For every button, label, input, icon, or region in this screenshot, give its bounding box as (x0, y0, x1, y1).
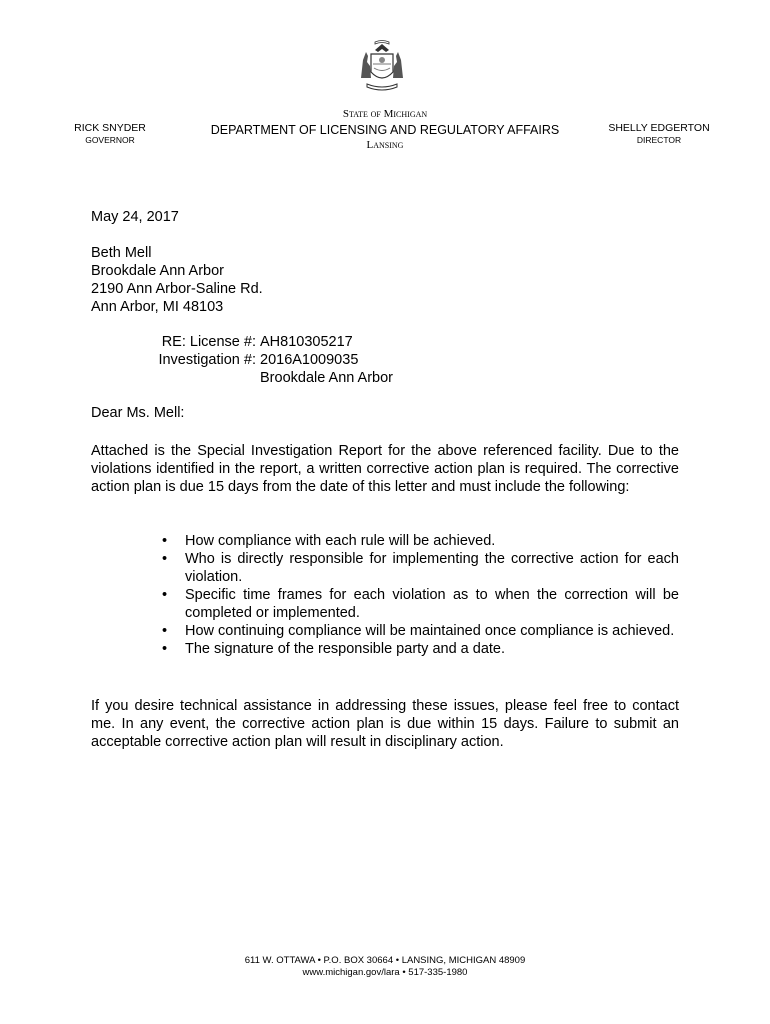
requirements-list (160, 532, 679, 658)
footer-contact: www.michigan.gov/lara • 517-335-1980 (302, 967, 468, 978)
list-item: • How compliance with each rule will be achieved. (162, 533, 496, 549)
director-title: DIRECTOR (636, 135, 682, 145)
investigation-number: 2016A1009035 (260, 352, 359, 368)
recipient-city: Ann Arbor, MI 48103 (91, 299, 224, 315)
recipient-name: Beth Mell (91, 245, 152, 261)
state-seal-icon (357, 38, 407, 96)
letterhead (180, 107, 590, 152)
list-item: • How continuing compliance will be maintained once compliance is achieved. (162, 623, 675, 639)
bullet-icon: • (162, 587, 168, 603)
governor-title: GOVERNOR (85, 135, 135, 145)
reference-facility: Brookdale Ann Arbor (260, 370, 394, 386)
footer-street: 611 W. OTTAWA • P.O. BOX 30664 • LANSING, MICHIGAN 48909 (244, 955, 526, 966)
recipient-address (91, 244, 263, 316)
letter-date: May 24, 2017 (91, 209, 179, 225)
investigation-label: Investigation #: (158, 352, 256, 368)
bullet-icon: • (162, 551, 168, 567)
governor-name: RICK SNYDER (74, 122, 146, 134)
list-item: • The signature of the responsible party and a date. (162, 641, 506, 657)
intro-paragraph: Attached is the Special Investigation Report for the above referenced facility. Due to the violations identified in the report, a written corrective action plan is required. The corrective action plan is due 15 days from the date of this letter and must include the following: (91, 443, 679, 495)
recipient-street: 2190 Ann Arbor-Saline Rd. (91, 281, 263, 297)
salutation: Dear Ms. Mell: (91, 405, 185, 421)
bullet-icon: • (162, 623, 168, 639)
list-item: • Specific time frames for each violation as to when the correction will be completed or implemented. (162, 587, 679, 621)
director-block (600, 122, 718, 146)
state-name: State of Michigan (342, 108, 428, 120)
reference-block (140, 333, 393, 387)
list-item: • Who is directly responsible for implementing the corrective action for each violation. (162, 551, 679, 585)
bullet-icon: • (162, 641, 168, 657)
license-number: AH810305217 (260, 334, 353, 350)
recipient-facility: Brookdale Ann Arbor (91, 263, 225, 279)
bullet-icon: • (162, 533, 168, 549)
governor-block (70, 122, 150, 146)
department-name: DEPARTMENT OF LICENSING AND REGULATORY AFFAIRS (210, 123, 560, 137)
city-name: Lansing (366, 139, 404, 151)
footer-address (160, 955, 610, 979)
closing-paragraph: If you desire technical assistance in addressing these issues, please feel free to contact me. In any event, the corrective action plan is due within 15 days. Failure to submit an acceptable corrective action plan will result in disciplinary action. (91, 698, 679, 750)
director-name: SHELLY EDGERTON (608, 122, 710, 134)
license-label: RE: License #: (161, 334, 256, 350)
